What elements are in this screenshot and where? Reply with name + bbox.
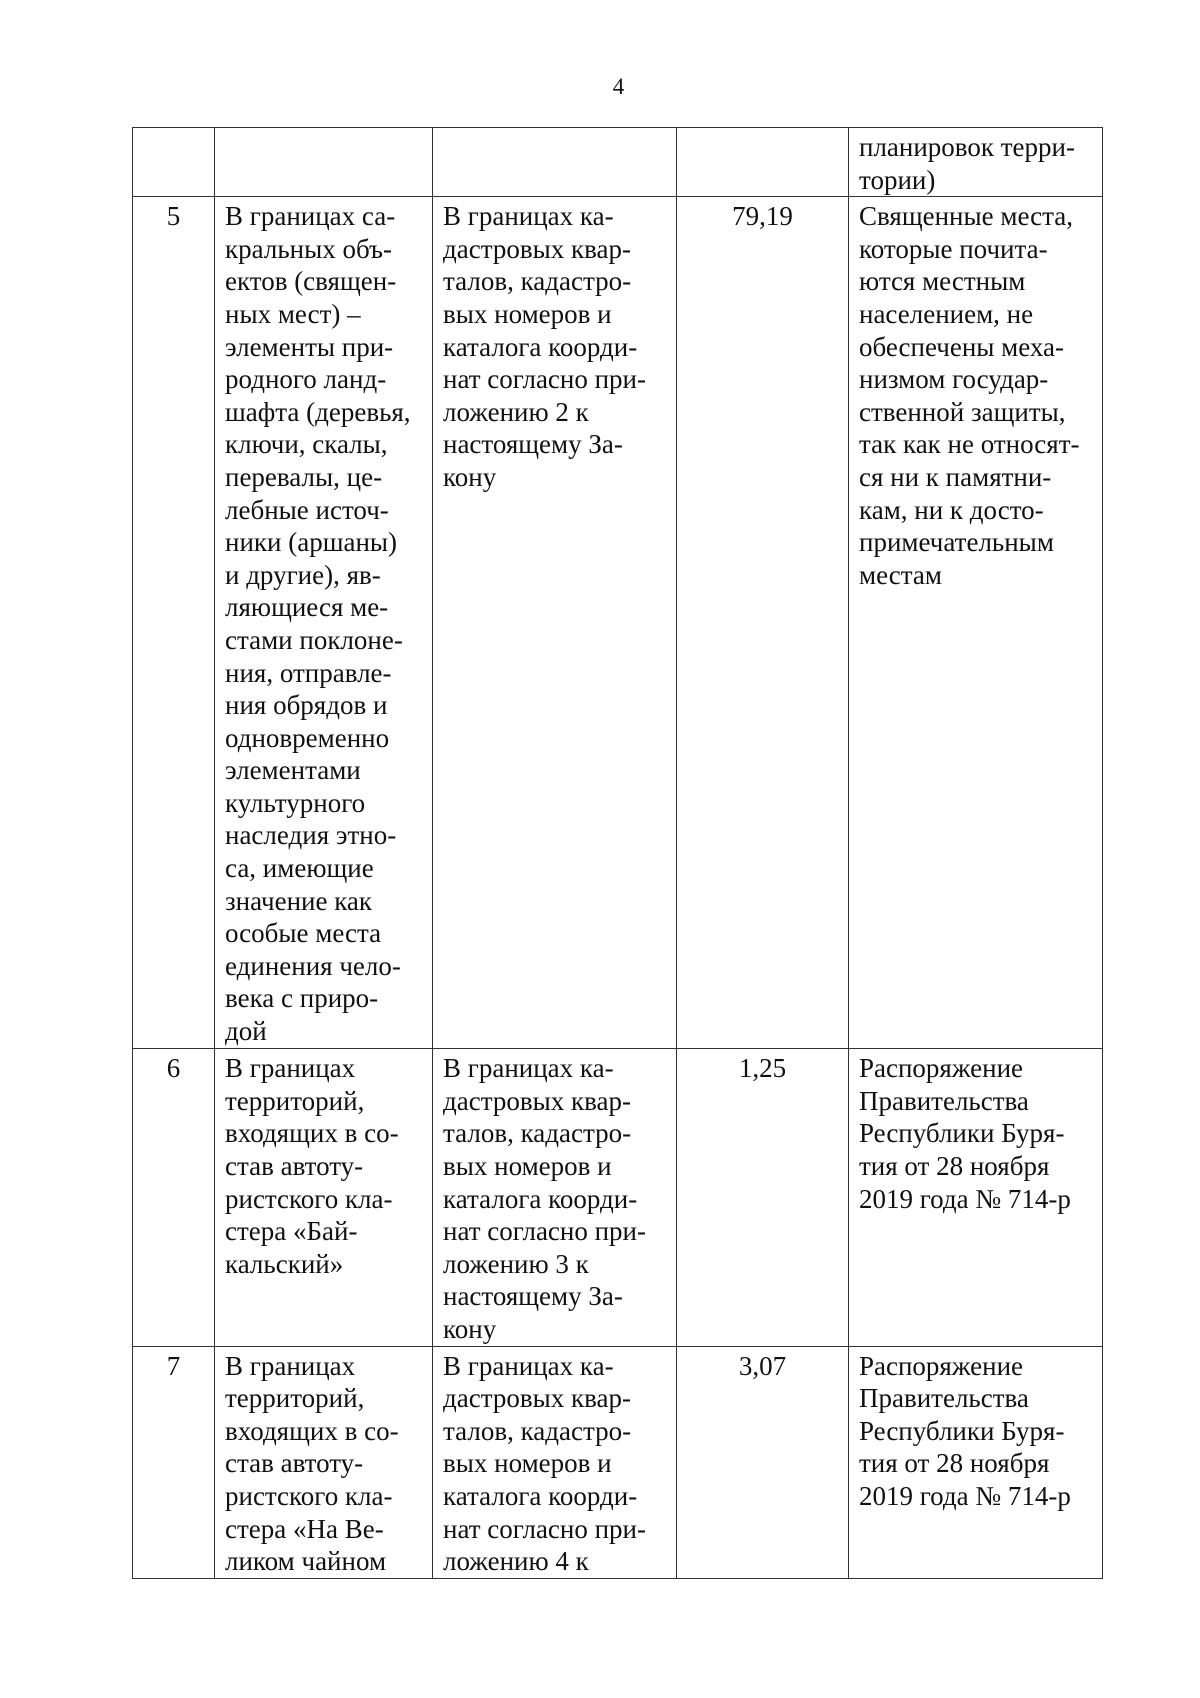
territories-table [132,127,1103,1579]
table-row [133,128,1103,197]
area-cell: 79,19 [677,197,849,1049]
table-row [133,197,1103,1049]
basis-cell: Распоряжение Правительства Республики Буря- тия от 28 ноября 2019 года № 714-р [849,1346,1103,1578]
basis-cell: Священные места, которые почита- ются местным населением, не обеспечены меха- низмом государ- ственной защиты, так как не относят- ся ни к памятни- кам, ни к досто- примечательным местам [849,197,1103,1049]
location-cell: В границах территорий, входящих в со- став автоту- ристского кла- стера «Бай- кальский» [215,1049,433,1346]
basis-cell: Распоряжение Правительства Республики Буря- тия от 28 ноября 2019 года № 714-р [849,1049,1103,1346]
location-cell: В границах са- кральных объ- ектов (священ- ных мест) – элементы при- родного ланд- шафта (деревья, ключи, скалы, перевалы, це- лебные источ- ники (аршаны) и другие), яв- ляющиеся ме- стами поклоне- ния, отправле- ния обрядов и одновременно элементами культурного наследия этно- са, имеющие значение как особые места единения чело- века с приро- дой [215,197,433,1049]
boundaries-cell [433,128,677,197]
boundaries-cell: В границах ка- дастровых квар- талов, кадастро- вых номеров и каталога коорди- нат согласно при- ложению 2 к настоящему За- кону [433,197,677,1049]
location-cell: В границах территорий, входящих в со- став автоту- ристского кла- стера «На Ве- ликом чайном [215,1346,433,1578]
boundaries-cell: В границах ка- дастровых квар- талов, кадастро- вых номеров и каталога коорди- нат согласно при- ложению 3 к настоящему За- кону [433,1049,677,1346]
basis-cell: планировок терри- тории) [849,128,1103,197]
area-cell [677,128,849,197]
area-cell: 3,07 [677,1346,849,1578]
area-cell: 1,25 [677,1049,849,1346]
row-number-cell [133,128,215,197]
row-number-cell: 6 [133,1049,215,1346]
page-number: 4 [612,74,625,99]
location-cell [215,128,433,197]
table-row [133,1049,1103,1346]
row-number-cell: 7 [133,1346,215,1578]
row-number-cell: 5 [133,197,215,1049]
table-row [133,1346,1103,1578]
boundaries-cell: В границах ка- дастровых квар- талов, кадастро- вых номеров и каталога коорди- нат согласно при- ложению 4 к [433,1346,677,1578]
